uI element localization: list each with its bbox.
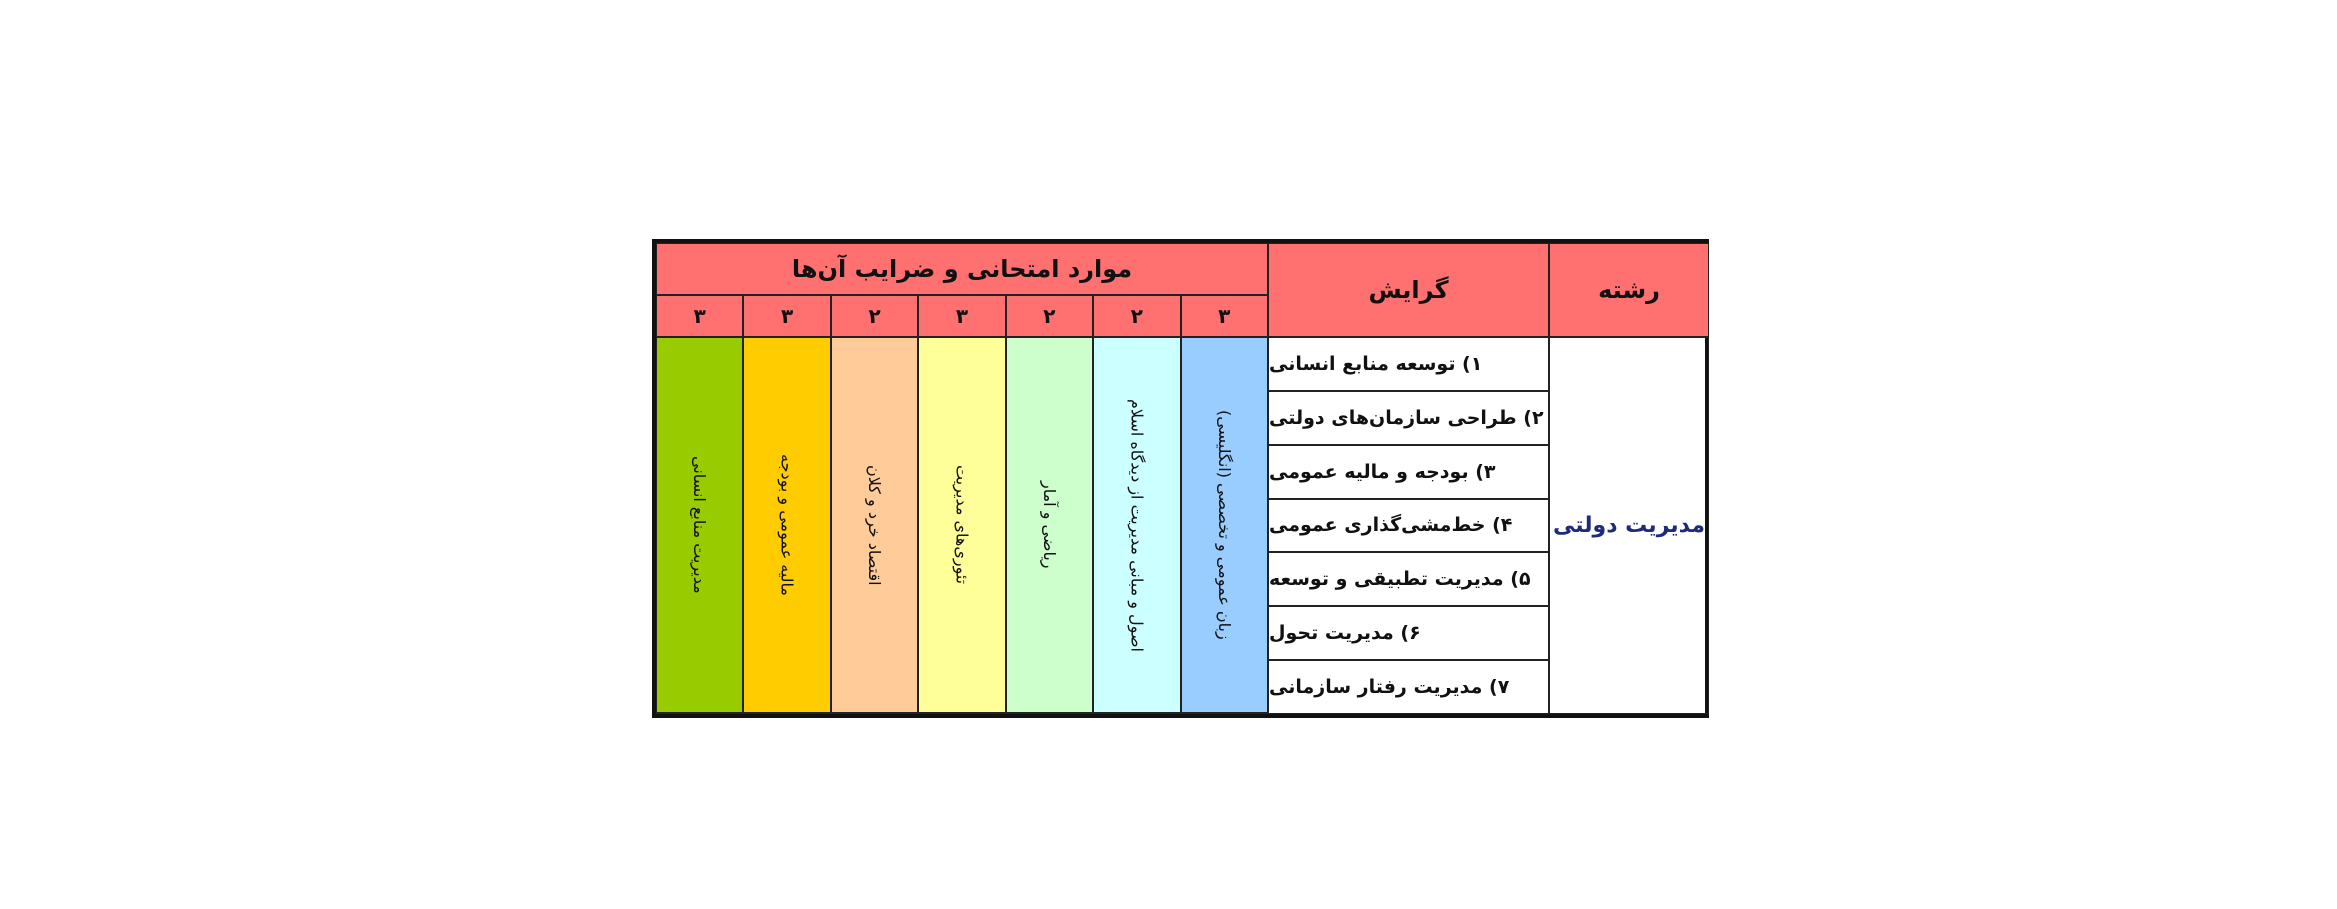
subjects-header (656, 243, 1268, 295)
trend-row (1268, 606, 1549, 660)
subject-name: مالیه عمومی و بودجه (777, 454, 797, 596)
coefficient-value: ۲ (1130, 304, 1143, 328)
field-header (1549, 243, 1709, 337)
subject-name: اصول و مبانی مدیریت از دیدگاه اسلام (1127, 398, 1147, 652)
trend-row (1268, 660, 1549, 714)
subject-name: تئوری‌های مدیریت (952, 465, 972, 585)
coefficient-value: ۳ (955, 304, 969, 328)
coefficient-value: ۲ (1043, 304, 1056, 328)
exam-subjects-table (652, 239, 1709, 718)
subject-column (1006, 337, 1093, 714)
subject-column (831, 337, 918, 714)
field-name-cell (1549, 337, 1709, 714)
field-name: مدیریت دولتی (1553, 513, 1705, 538)
subject-name: ریاضی و آمار (1039, 481, 1059, 569)
subject-name: اقتصاد خرد و کلان (865, 464, 885, 586)
subject-column (743, 337, 830, 714)
coefficient-cell (1093, 295, 1180, 337)
trend-row (1268, 337, 1549, 391)
trend-label: ۵) مدیریت تطبیقی و توسعه (1269, 568, 1531, 591)
coefficient-cell (743, 295, 830, 337)
trend-row (1268, 391, 1549, 445)
subject-column (1181, 337, 1268, 714)
coefficient-cell (1006, 295, 1093, 337)
coefficient-value: ۳ (1218, 304, 1231, 328)
subject-column (656, 337, 743, 714)
coefficient-value: ۲ (868, 304, 881, 328)
field-header-label: رشته (1598, 276, 1660, 304)
coefficient-cell (656, 295, 743, 337)
coefficient-cell (1181, 295, 1268, 337)
trend-row (1268, 499, 1549, 553)
trend-label: ۷) مدیریت رفتار سازمانی (1269, 676, 1510, 699)
subject-name: زبان عمومی و تخصصی (انگلیسی) (1214, 410, 1234, 640)
subjects-header-label: موارد امتحانی و ضرایب آن‌ها (791, 255, 1133, 283)
trend-row (1268, 552, 1549, 606)
trend-label: ۶) مدیریت تحول (1269, 622, 1421, 645)
coefficient-value: ۳ (781, 304, 794, 328)
trend-label: ۲) طراحی سازمان‌های دولتی (1269, 406, 1544, 429)
trend-label: ۱) توسعه منابع انسانی (1269, 352, 1483, 375)
trend-header (1268, 243, 1549, 337)
trend-label: ۴) خط‌مشی‌گذاری عمومی (1269, 514, 1513, 537)
trend-label: ۳) بودجه و مالیه عمومی (1269, 460, 1496, 483)
trend-header-label: گرایش (1368, 276, 1449, 304)
subject-name: مدیریت منابع انسانی (690, 456, 710, 594)
trend-row (1268, 445, 1549, 499)
coefficient-value: ۳ (693, 304, 706, 328)
coefficient-cell (831, 295, 918, 337)
subject-column (918, 337, 1005, 714)
coefficient-cell (918, 295, 1005, 337)
subject-column (1093, 337, 1180, 714)
